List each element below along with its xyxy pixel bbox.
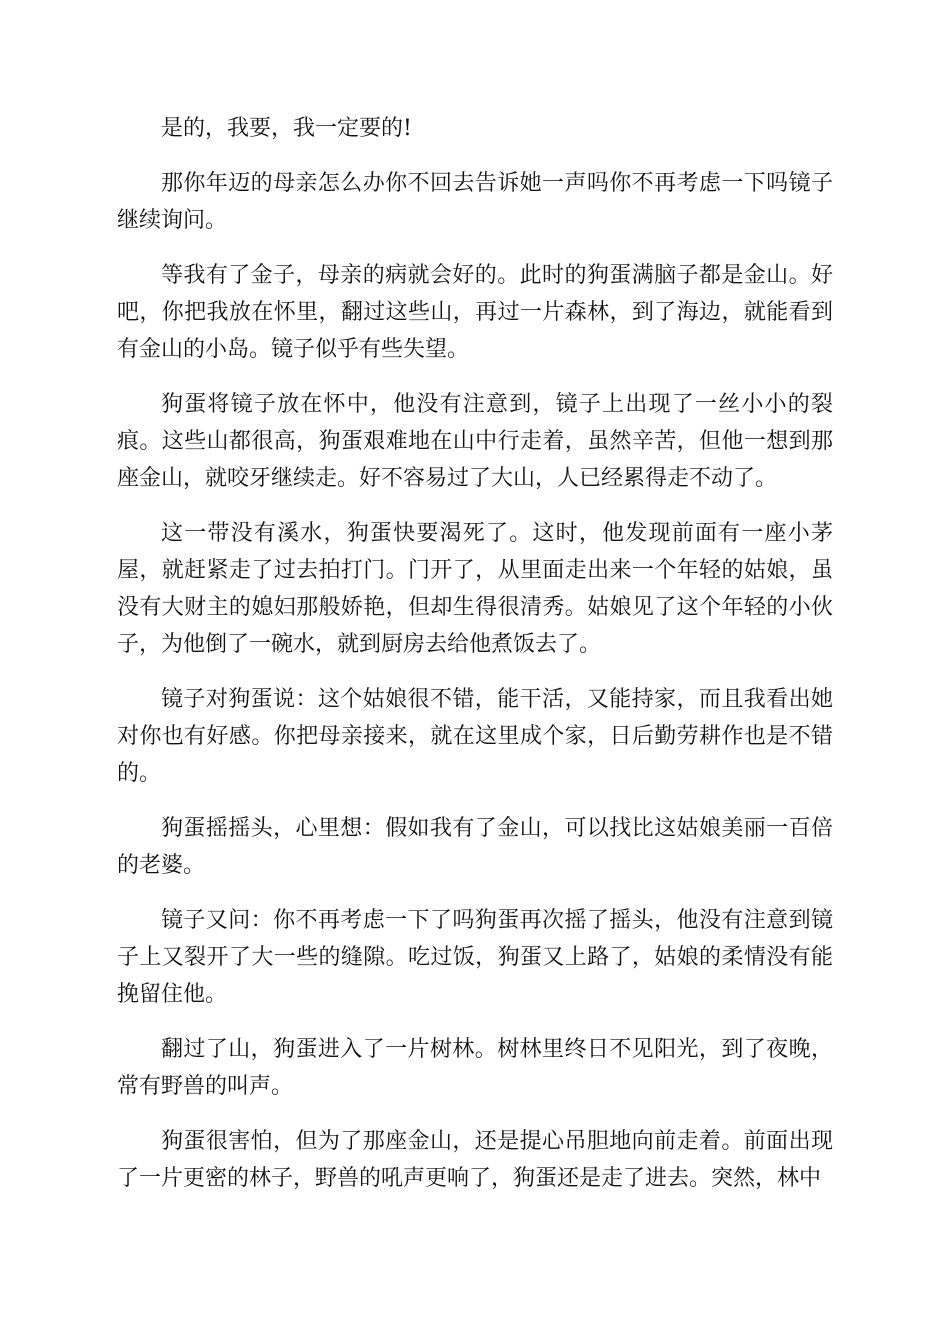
story-text bbox=[117, 110, 833, 1215]
paragraph-7: 狗蛋摇摇头，心里想：假如我有了金山，可以找比这姑娘美丽一百倍的老婆。 bbox=[117, 816, 833, 878]
paragraph-10: 狗蛋很害怕，但为了那座金山，还是提心吊胆地向前走着。前面出现了一片更密的林子，野兽的吼声更响了，狗蛋还是走了进去。突然，林中 bbox=[117, 1129, 833, 1191]
paragraph-8: 镜子又问：你不再考虑一下了吗狗蛋再次摇了摇头，他没有注意到镜子上又裂开了大一些的缝隙。吃过饭，狗蛋又上路了，姑娘的柔情没有能挽留住他。 bbox=[117, 908, 833, 1007]
paragraph-2: 那你年迈的母亲怎么办你不回去告诉她一声吗你不再考虑一下吗镜子继续询问。 bbox=[117, 171, 833, 233]
paragraph-6: 镜子对狗蛋说：这个姑娘很不错，能干活，又能持家，而且我看出她对你也有好感。你把母亲接来，就在这里成个家，日后勤劳耕作也是不错的。 bbox=[117, 687, 833, 786]
paragraph-5: 这一带没有溪水，狗蛋快要渴死了。这时，他发现前面有一座小茅屋，就赶紧走了过去拍打门。门开了，从里面走出来一个年轻的姑娘，虽没有大财主的媳妇那般娇艳，但却生得很清秀。姑娘见了这个年轻的小伙子，为他倒了一碗水，就到厨房去给他煮饭去了。 bbox=[117, 521, 833, 657]
paragraph-3: 等我有了金子，母亲的病就会好的。此时的狗蛋满脑子都是金山。好吧，你把我放在怀里，翻过这些山，再过一片森林，到了海边，就能看到有金山的小岛。镜子似乎有些失望。 bbox=[117, 263, 833, 362]
paragraph-4: 狗蛋将镜子放在怀中，他没有注意到，镜子上出现了一丝小小的裂痕。这些山都很高，狗蛋艰难地在山中行走着，虽然辛苦，但他一想到那座金山，就咬牙继续走。好不容易过了大山，人已经累得走不动了。 bbox=[117, 392, 833, 491]
paragraph-1: 是的，我要，我一定要的! bbox=[161, 116, 412, 141]
paragraph-9: 翻过了山，狗蛋进入了一片树林。树林里终日不见阳光，到了夜晚，常有野兽的叫声。 bbox=[117, 1037, 833, 1099]
